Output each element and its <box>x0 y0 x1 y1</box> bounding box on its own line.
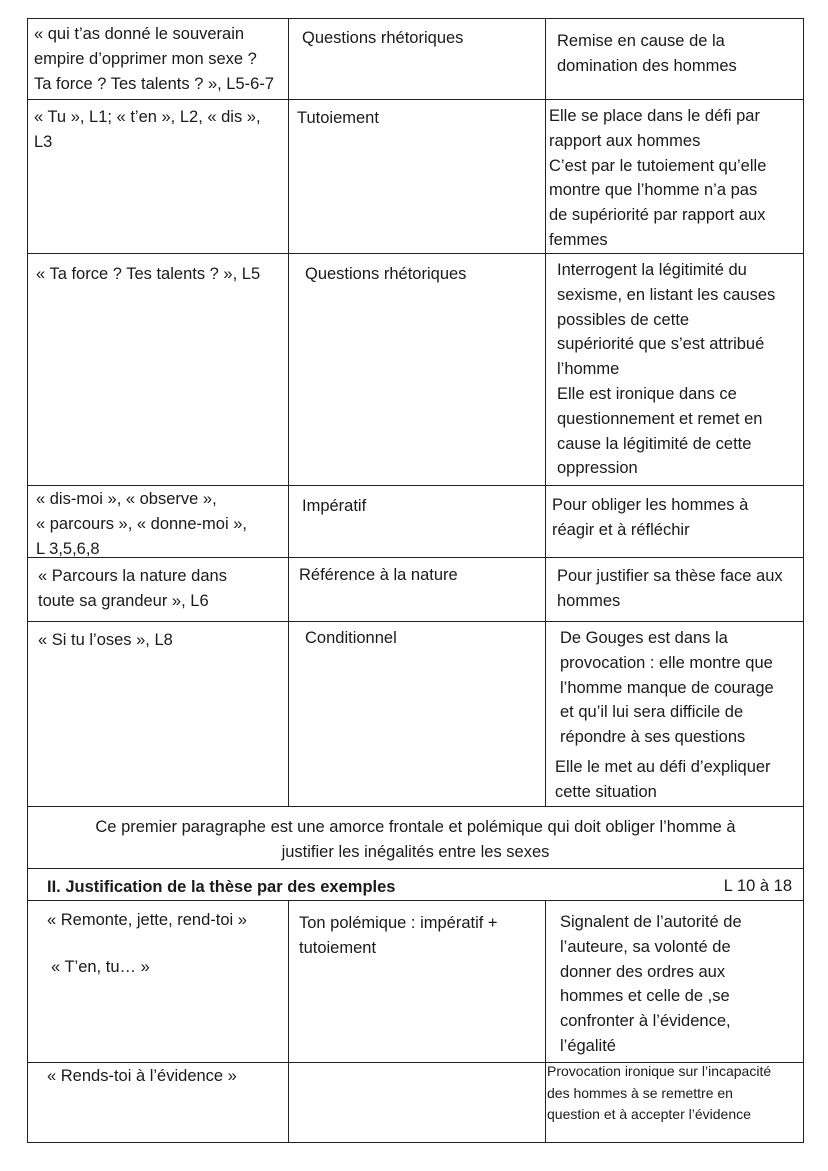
effect-cell: Elle se place dans le défi par rapport aux hommes C’est par le tutoiement qu’elle montre que l’homme n’a pas de supériorité par rapport aux femmes <box>549 107 767 249</box>
effect-cell: Interrogent la légitimité du sexisme, en listant les causes possibles de cette supériorité que s’est attribué l’homme Elle est ironique dans ce questionnement et remet en cause la légitimité de cette oppression <box>557 261 776 478</box>
summary-text: Ce premier paragraphe est une amorce frontale et polémique qui doit obliger l’homme à justifier les inégalités entre les sexes <box>95 818 736 861</box>
row-divider <box>27 99 804 100</box>
quote-cell-secondary: « T’en, tu… » <box>51 958 150 976</box>
effect-cell: De Gouges est dans la provocation : elle montre que l’homme manque de courage et qu’il lui sera difficile de répondre à ses questions <box>560 629 774 747</box>
quote-cell: « Remonte, jette, rend-toi » <box>47 911 247 929</box>
row-divider <box>27 900 804 901</box>
row-divider <box>27 253 804 254</box>
quote-cell: « Tu », L1; « t’en », L2, « dis », L3 <box>34 108 261 151</box>
device-cell: Questions rhétoriques <box>302 29 464 47</box>
row-divider <box>27 806 804 807</box>
quote-cell: « Parcours la nature dans toute sa grandeur », L6 <box>38 567 227 610</box>
column-divider <box>288 18 289 807</box>
column-divider <box>545 18 546 807</box>
quote-cell: « Si tu l’oses », L8 <box>38 631 173 649</box>
section-line-range: L 10 à 18 <box>723 877 792 895</box>
column-divider <box>288 900 289 1143</box>
quote-cell: « Rends-toi à l’évidence » <box>47 1067 237 1085</box>
device-cell: Conditionnel <box>305 629 397 647</box>
table-border-right <box>803 18 804 1143</box>
row-divider <box>27 868 804 869</box>
device-cell: Tutoiement <box>297 109 379 127</box>
device-cell: Questions rhétoriques <box>305 265 467 283</box>
quote-cell: « dis-moi », « observe », « parcours », « donne-moi », L 3,5,6,8 <box>36 490 247 558</box>
row-divider <box>27 621 804 622</box>
table-border-top <box>27 18 804 19</box>
effect-cell-continued: Elle le met au défi d’expliquer cette situation <box>555 758 771 801</box>
quote-cell: « qui t’as donné le souverain empire d’opprimer mon sexe ? Ta force ? Tes talents ? », L5-6-7 <box>34 25 274 93</box>
section-title: II. Justification de la thèse par des exemples <box>47 878 396 896</box>
device-cell: Référence à la nature <box>299 566 458 584</box>
table-border-bottom <box>27 1142 804 1143</box>
effect-cell: Pour obliger les hommes à réagir et à réfléchir <box>552 496 749 539</box>
effect-cell: Signalent de l’autorité de l’auteure, sa volonté de donner des ordres aux hommes et celle de ,se confronter à l’évidence, l’égalité <box>560 913 742 1055</box>
effect-cell: Remise en cause de la domination des hommes <box>557 32 737 75</box>
device-cell: Impératif <box>302 497 367 515</box>
effect-cell: Pour justifier sa thèse face aux hommes <box>557 567 783 610</box>
table-border-left <box>27 18 28 1143</box>
quote-cell: « Ta force ? Tes talents ? », L5 <box>36 265 261 283</box>
effect-cell: Provocation ironique sur l’incapacité des hommes à se remettre en question et à accepter l’évidence <box>547 1063 772 1122</box>
device-cell: Ton polémique : impératif + tutoiement <box>299 914 498 957</box>
